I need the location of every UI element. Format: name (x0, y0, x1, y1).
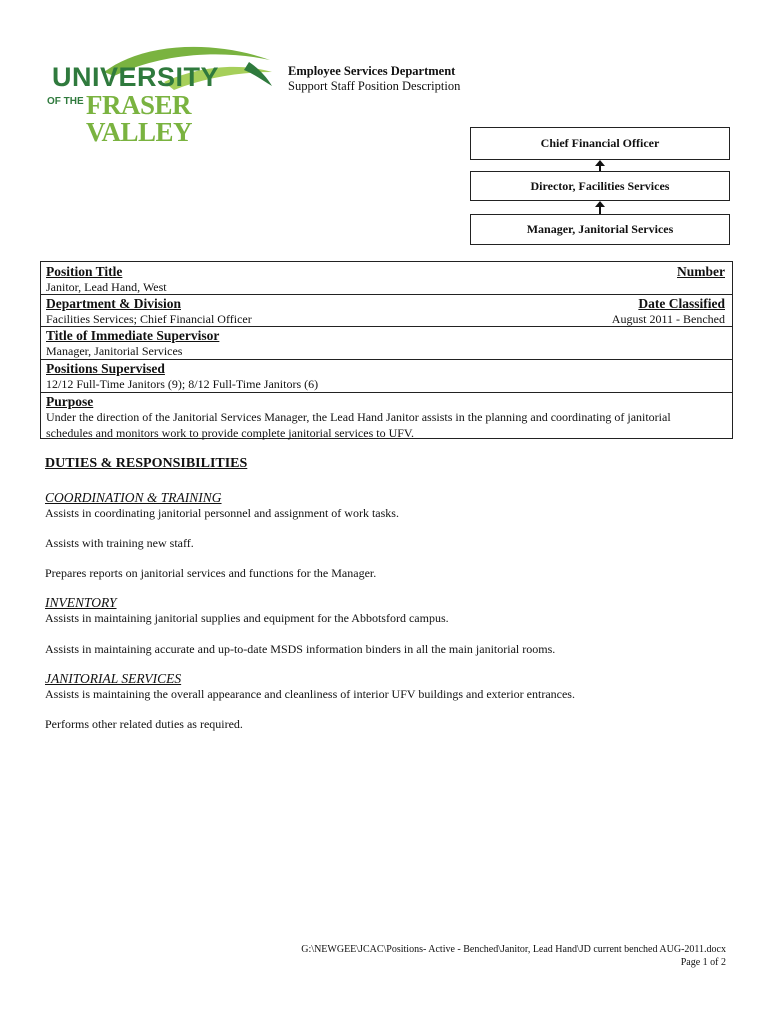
page-footer (301, 943, 726, 969)
duties-heading: DUTIES & RESPONSIBILITIES (45, 456, 248, 471)
table-divider (41, 392, 732, 393)
page-number: Page 1 of 2 (680, 957, 726, 968)
section-title-coordination: COORDINATION & TRAINING (45, 490, 222, 505)
positions-supervised-value: 12/12 Full-Time Janitors (9); 8/12 Full-Time Janitors (6) (46, 377, 319, 391)
org-box-director: Director, Facilities Services (470, 171, 730, 201)
logo-fraser-valley-text: FRASER VALLEY (86, 90, 193, 147)
org-box-cfo: Chief Financial Officer (470, 127, 730, 160)
list-item: Assists with training new staff. (45, 536, 194, 550)
university-logo (44, 42, 274, 147)
list-item: Assists is maintaining the overall appearance and cleanliness of interior UFV buildings and exterior entrances. (45, 687, 575, 701)
supervisor-value: Manager, Janitorial Services (46, 344, 183, 358)
department-label: Department & Division (46, 296, 181, 311)
number-label: Number (677, 264, 725, 279)
logo-university-text: UNIVERSITY (52, 62, 220, 92)
list-item: Performs other related duties as required. (45, 717, 243, 731)
logo-of-the-text: OF THE (47, 96, 84, 107)
department-name: Employee Services Department (288, 64, 456, 78)
document-type: Support Staff Position Description (288, 79, 461, 93)
list-item: Assists in maintaining accurate and up-to-date MSDS information binders in all the main janitorial rooms. (45, 642, 556, 656)
org-box-manager: Manager, Janitorial Services (470, 214, 730, 245)
positions-supervised-label: Positions Supervised (46, 361, 165, 376)
purpose-value: Under the direction of the Janitorial Services Manager, the Lead Hand Janitor assists in the planning and coordinating of janitorial schedules and monitors work to provide complete janitorial services to UFV. (46, 410, 671, 440)
section-title-inventory: INVENTORY (45, 595, 117, 610)
position-title-value: Janitor, Lead Hand, West (46, 280, 167, 294)
position-title-label: Position Title (46, 264, 123, 279)
date-classified-value: August 2011 - Benched (611, 312, 725, 326)
date-classified-label: Date Classified (638, 296, 725, 311)
list-item: Prepares reports on janitorial services and functions for the Manager. (45, 566, 377, 580)
position-info-table (40, 261, 733, 439)
file-path: G:\NEWGEE\JCAC\Positions- Active - Benched\Janitor, Lead Hand\JD current benched AUG-2011.docx (301, 944, 726, 955)
list-item: Assists in maintaining janitorial supplies and equipment for the Abbotsford campus. (45, 611, 449, 625)
supervisor-label: Title of Immediate Supervisor (46, 328, 220, 343)
org-arrow-up-icon (597, 201, 603, 215)
table-divider (41, 359, 732, 360)
section-title-janitorial-services: JANITORIAL SERVICES (45, 671, 182, 686)
document-header (288, 64, 460, 94)
purpose-label: Purpose (46, 394, 94, 409)
list-item: Assists in coordinating janitorial personnel and assignment of work tasks. (45, 506, 399, 520)
table-divider (41, 294, 732, 295)
department-value: Facilities Services; Chief Financial Officer (46, 312, 252, 326)
table-divider (41, 326, 732, 327)
